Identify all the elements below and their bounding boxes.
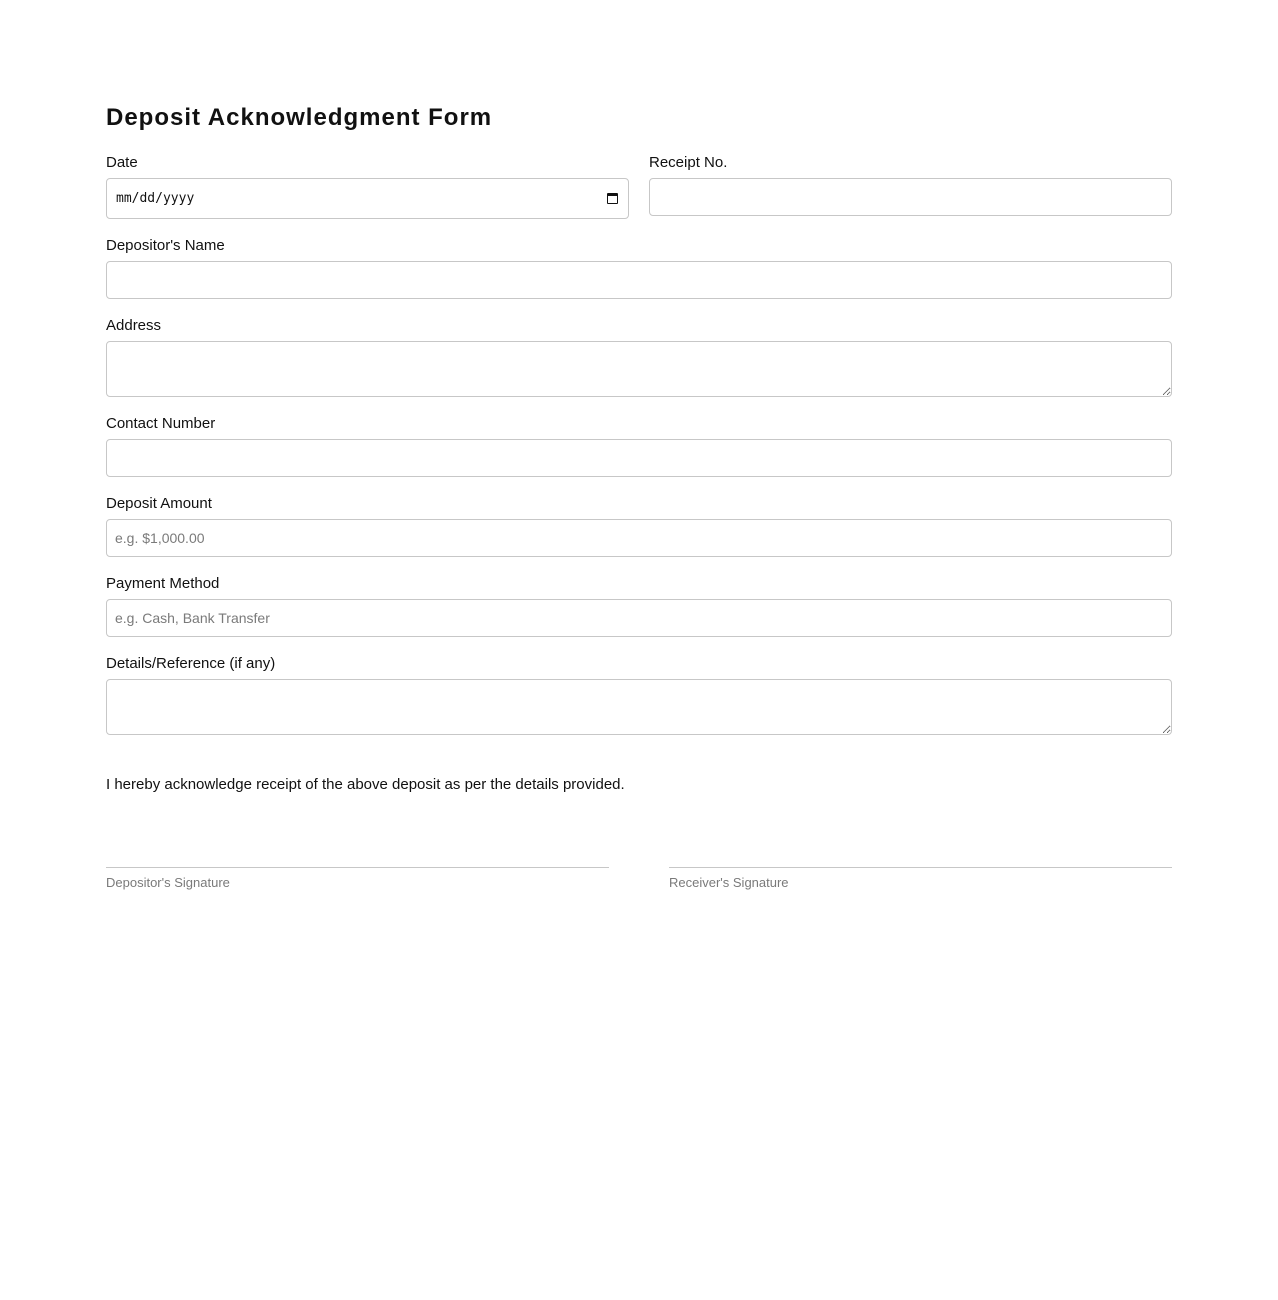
depositor-name-group xyxy=(106,237,1172,299)
contact-number-input[interactable] xyxy=(106,439,1172,477)
contact-number-label: Contact Number xyxy=(106,415,216,432)
deposit-amount-group xyxy=(106,495,1172,557)
depositor-name-input[interactable] xyxy=(106,261,1172,299)
payment-method-group xyxy=(106,575,1172,637)
receipt-no-input[interactable] xyxy=(649,178,1172,216)
details-textarea[interactable] xyxy=(106,679,1172,735)
date-input[interactable] xyxy=(106,178,629,219)
receiver-signature-line xyxy=(669,867,1172,890)
payment-method-input[interactable] xyxy=(106,599,1172,637)
depositor-signature-label: Depositor's Signature xyxy=(106,875,230,890)
date-field-group xyxy=(106,154,629,219)
deposit-amount-label: Deposit Amount xyxy=(106,495,212,512)
deposit-form xyxy=(106,100,1172,890)
calendar-icon[interactable] xyxy=(607,193,618,204)
details-group xyxy=(106,655,1172,735)
depositor-name-label: Depositor's Name xyxy=(106,237,225,254)
address-group xyxy=(106,317,1172,397)
date-receipt-row xyxy=(106,154,1172,219)
details-label: Details/Reference (if any) xyxy=(106,655,276,672)
signature-row xyxy=(106,867,1172,890)
payment-method-label: Payment Method xyxy=(106,575,220,592)
acknowledgment-statement: I hereby acknowledge receipt of the above deposit as per the details provided. xyxy=(106,776,625,793)
depositor-signature-line xyxy=(106,867,609,890)
address-label: Address xyxy=(106,317,162,334)
receiver-signature-label: Receiver's Signature xyxy=(669,875,789,890)
receipt-no-label: Receipt No. xyxy=(649,154,728,171)
date-label: Date xyxy=(106,154,138,171)
deposit-amount-input[interactable] xyxy=(106,519,1172,557)
page-title: Deposit Acknowledgment Form xyxy=(106,104,493,131)
receipt-field-group xyxy=(649,154,1172,219)
address-textarea[interactable] xyxy=(106,341,1172,397)
date-input-value: mm/dd/yyyy xyxy=(116,191,195,206)
contact-number-group xyxy=(106,415,1172,477)
